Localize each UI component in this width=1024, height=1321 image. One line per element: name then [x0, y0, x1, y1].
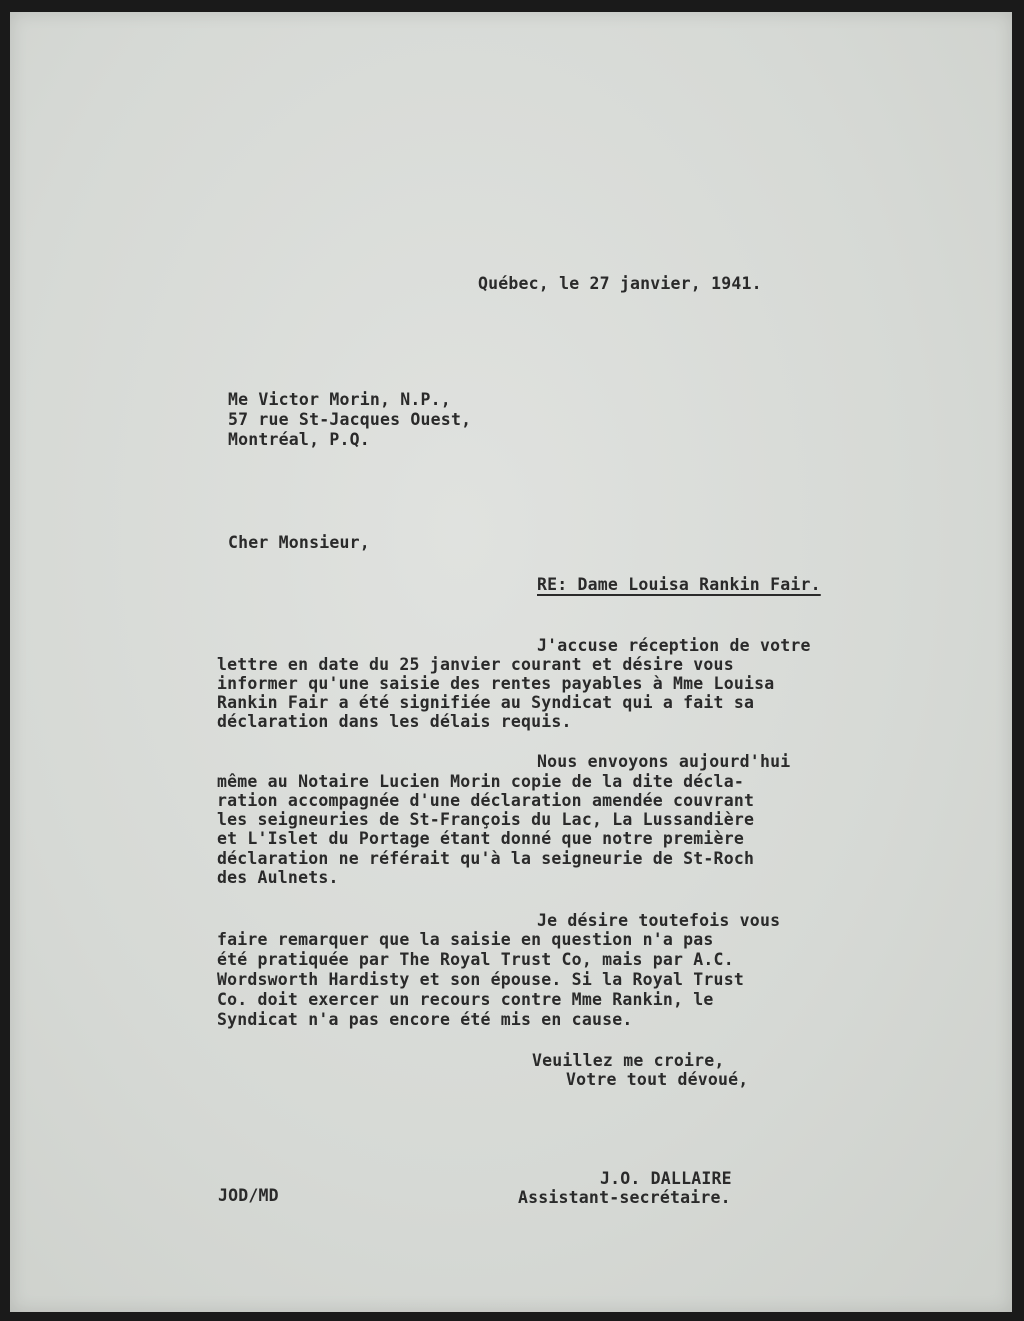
- paragraph3-line: Syndicat n'a pas encore été mis en cause.: [217, 1010, 633, 1029]
- recipient-street: 57 rue St-Jacques Ouest,: [228, 410, 472, 429]
- recipient-name: Me Victor Morin, N.P.,: [228, 390, 451, 409]
- paragraph3-line: été pratiquée par The Royal Trust Co, mais par A.C.: [217, 950, 734, 969]
- paragraph2-line: Nous envoyons aujourd'hui: [537, 752, 791, 771]
- paragraph2-line: les seigneuries de St-François du Lac, La Lussandière: [217, 810, 755, 829]
- signature-name: J.O. DALLAIRE: [600, 1169, 732, 1188]
- paragraph1-line: J'accuse réception de votre: [537, 636, 811, 655]
- reference-initials: JOD/MD: [218, 1186, 279, 1205]
- paragraph1-line: lettre en date du 25 janvier courant et désire vous: [217, 655, 734, 674]
- letter-page: [10, 12, 1012, 1312]
- paragraph3-line: Co. doit exercer un recours contre Mme Rankin, le: [217, 990, 714, 1009]
- salutation: Cher Monsieur,: [228, 533, 370, 552]
- paragraph2-line: ration accompagnée d'une déclaration amendée couvrant: [217, 791, 755, 810]
- closing-line-1: Veuillez me croire,: [532, 1051, 725, 1070]
- signature-title: Assistant-secrétaire.: [518, 1188, 731, 1207]
- paragraph3-line: faire remarquer que la saisie en question n'a pas: [217, 930, 714, 949]
- paragraph1-line: déclaration dans les délais requis.: [217, 712, 572, 731]
- date-line: Québec, le 27 janvier, 1941.: [478, 274, 762, 293]
- subject-line: RE: Dame Louisa Rankin Fair.: [537, 575, 821, 594]
- recipient-city: Montréal, P.Q.: [228, 430, 370, 449]
- closing-line-2: Votre tout dévoué,: [566, 1070, 749, 1089]
- paragraph1-line: Rankin Fair a été signifiée au Syndicat qui a fait sa: [217, 693, 755, 712]
- paragraph3-line: Wordsworth Hardisty et son épouse. Si la Royal Trust: [217, 970, 744, 989]
- paragraph2-line: des Aulnets.: [217, 868, 339, 887]
- paragraph2-line: déclaration ne référait qu'à la seigneurie de St-Roch: [217, 849, 755, 868]
- paragraph3-line: Je désire toutefois vous: [537, 911, 781, 930]
- paragraph2-line: même au Notaire Lucien Morin copie de la dite décla-: [217, 772, 744, 791]
- paragraph2-line: et L'Islet du Portage étant donné que notre première: [217, 829, 744, 848]
- paragraph1-line: informer qu'une saisie des rentes payables à Mme Louisa: [217, 674, 775, 693]
